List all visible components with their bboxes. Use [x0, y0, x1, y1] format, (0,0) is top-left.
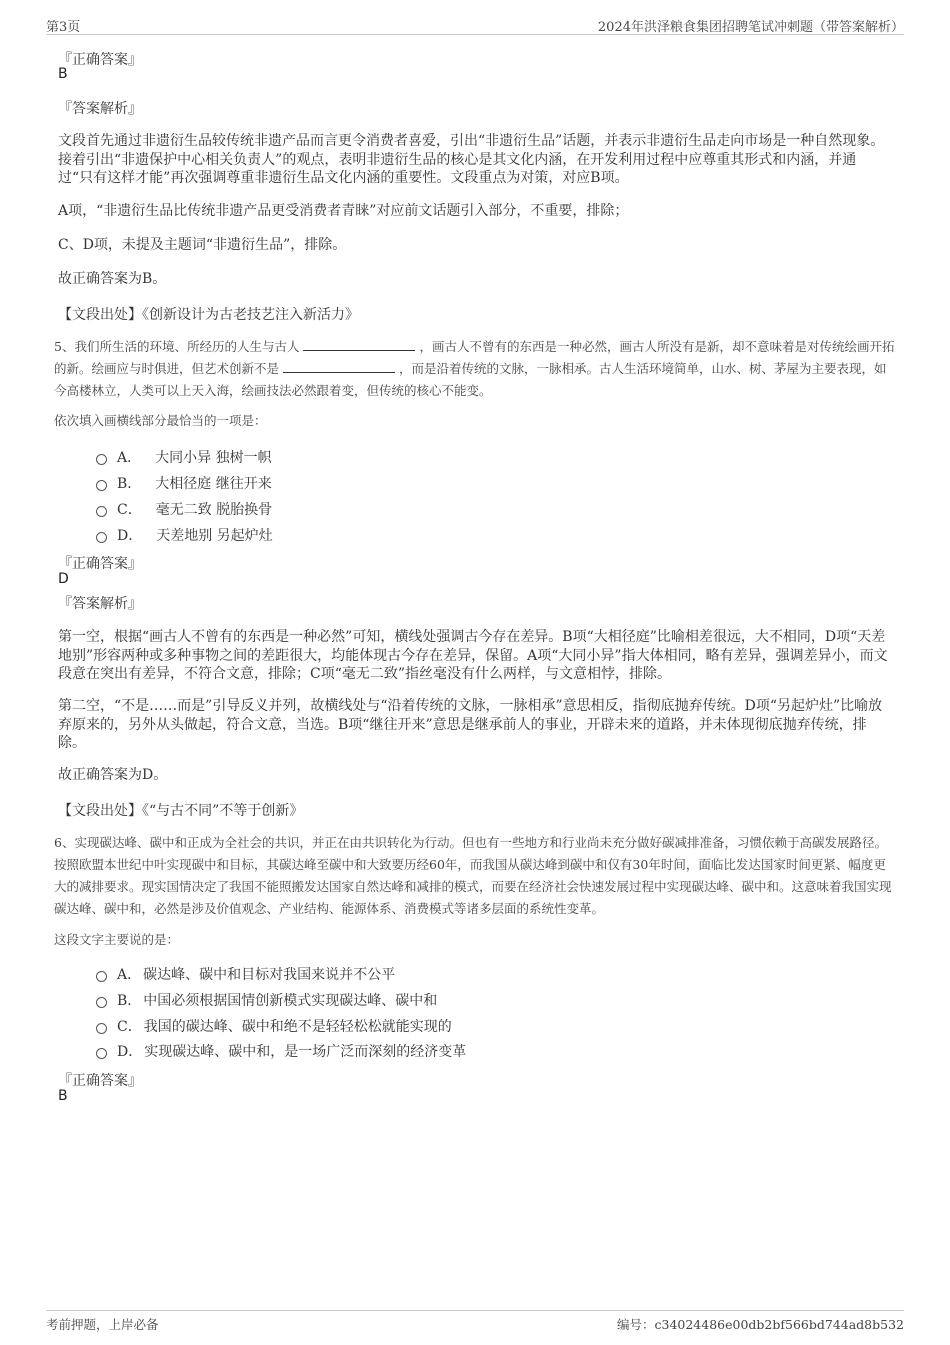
option-letter: A． [117, 967, 142, 983]
option-text: 我国的碳达峰、碳中和绝不是轻轻松松就能实现的 [143, 1019, 452, 1035]
option-letter: B． [117, 476, 142, 492]
q4-answer-label: 『正确答案』 [58, 52, 142, 68]
q6-option-d[interactable] [96, 1041, 466, 1061]
q5-analysis-paragraph: 第一空，根据“画古人不曾有的东西是一种必然”可知，横线处强调古今存在差异。B项“大相径庭”比喻相差很远，大不相同，D项“天差地别”形容两种或多种事物之间的差距很大，均能体现古今存在差异，保留。A项“大同小异”指大体相同，略有差异，强调差异小，而文段意在突出有差异，不符合文意，排除；C项“毫无二致”指丝毫没有什么两样，与文意相悖，排除。 [58, 629, 888, 682]
page-footer [46, 1310, 904, 1333]
radio-icon[interactable] [96, 1048, 107, 1059]
q5-stem-part: ，画古人不曾有的东西是一种必然，画古人所没有是新，却不意味着是对传统绘画开拓的新。绘画应与时俱进，但艺术创新不是 [54, 339, 895, 376]
q4-analysis-paragraph: 文段首先通过非遗衍生品较传统非遗产品而言更令消费者喜爱，引出“非遗衍生品”话题，并表示非遗衍生品走向市场是一种自然现象。接着引出“非遗保护中心相关负责人”的观点，表明非遗衍生品的核心是其文化内涵，在开发利用过程中应尊重其形式和内涵，并通过“只有这样才能”再次强调尊重非遗衍生品文化内涵的重要性。文段重点为对策，对应B项。 [58, 133, 885, 186]
q5-option-d[interactable] [96, 525, 273, 545]
q5-stem-part: 5、我们所生活的环境、所经历的人生与古人 [54, 339, 300, 354]
q4-answer: B [58, 66, 68, 82]
q4-analysis-label: 『答案解析』 [58, 101, 142, 117]
q4-analysis-paragraph: 故正确答案为B。 [58, 271, 167, 287]
q5-analysis-label: 『答案解析』 [58, 596, 142, 612]
q6-option-c[interactable] [96, 1016, 452, 1036]
q5-option-c[interactable] [96, 499, 272, 519]
q6-answer: B [58, 1088, 68, 1104]
option-letter: D． [117, 528, 143, 544]
option-letter: B． [117, 993, 142, 1009]
option-letter: C． [117, 1019, 142, 1035]
q5-answer: D [58, 571, 69, 587]
q4-analysis-paragraph: C、D项，未提及主题词“非遗衍生品”，排除。 [58, 237, 347, 253]
q6-stem: 6、实现碳达峰、碳中和正成为全社会的共识，并正在由共识转化为行动。但也有一些地方和行业尚未充分做好碳减排准备，习惯依赖于高碳发展路径。按照欧盟本世纪中叶实现碳中和目标，其碳达峰至碳中和大致要历经60年，而我国从碳达峰到碳中和仅有30年时间，面临比发达国家时间更紧、幅度更大的减排要求。现实国情决定了我国不能照搬发达国家自然达峰和减排的模式，而要在经济社会快速发展过程中实现碳达峰、碳中和。这意味着我国实现碳达峰、碳中和，必然是涉及价值观念、产业结构、能源体系、消费模式等诸多层面的系统性变革。 [54, 835, 892, 916]
option-letter: A． [117, 450, 142, 466]
q5-option-a[interactable] [96, 447, 272, 467]
option-text: 中国必须根据国情创新模式实现碳达峰、碳中和 [143, 993, 438, 1009]
q4-analysis-paragraph: A项，“非遗衍生品比传统非遗产品更受消费者青睐”对应前文话题引入部分，不重要，排除； [58, 203, 629, 219]
q5-source: 【文段出处】《“与古不同”不等于创新》 [58, 803, 304, 819]
q5-stem [54, 336, 896, 402]
q5-answer-label: 『正确答案』 [58, 556, 142, 572]
option-letter: D． [117, 1044, 143, 1060]
radio-icon[interactable] [96, 506, 107, 517]
fill-blank-2 [283, 358, 395, 373]
footer-slogan: 考前押题，上岸必备 [46, 1317, 159, 1332]
radio-icon[interactable] [96, 480, 107, 491]
q5-analysis-paragraph: 故正确答案为D。 [58, 767, 168, 783]
option-text: 大同小异 独树一帜 [155, 450, 272, 466]
page-header [46, 14, 904, 35]
document-title: 2024年洪泽粮食集团招聘笔试冲刺题（带答案解析） [597, 20, 904, 35]
q6-option-b[interactable] [96, 990, 437, 1010]
option-text: 大相径庭 继往开来 [155, 476, 272, 492]
q5-option-b[interactable] [96, 473, 272, 493]
option-letter: C． [117, 502, 142, 518]
page-number: 第3页 [46, 20, 81, 35]
q4-source: 【文段出处】《创新设计为古老技艺注入新活力》 [58, 307, 359, 323]
q6-option-a[interactable] [96, 964, 395, 984]
option-text: 毫无二致 脱胎换骨 [155, 502, 273, 518]
radio-icon[interactable] [96, 997, 107, 1008]
radio-icon[interactable] [96, 971, 107, 982]
document-code: 编号：c34024486e00db2bf566bd744ad8b532 [617, 1317, 904, 1332]
option-text: 天差地别 另起炉灶 [156, 528, 273, 544]
fill-blank-1 [303, 336, 415, 351]
option-text: 碳达峰、碳中和目标对我国来说并不公平 [143, 967, 396, 983]
radio-icon[interactable] [96, 532, 107, 543]
q6-answer-label: 『正确答案』 [58, 1073, 142, 1089]
q5-stem-part: ，而是沿着传统的文脉，一脉相承。古人生活环境简单，山水、树、茅屋为主要表现，如今高楼林立，人类可以上天入海，绘画技法必然跟着变，但传统的核心不能变。 [54, 361, 887, 398]
q5-analysis-paragraph: 第二空，“不是……而是”引导反义并列，故横线处与“沿着传统的文脉，一脉相承”意思相反，指彻底抛弃传统。D项“另起炉灶”比喻放弃原来的，另外从头做起，符合文意，当选。B项“继往开来”意思是继承前人的事业，开辟未来的道路，并未体现彻底抛弃传统，排除。 [58, 698, 883, 751]
radio-icon[interactable] [96, 1023, 107, 1034]
option-text: 实现碳达峰、碳中和，是一场广泛而深刻的经济变革 [144, 1044, 467, 1060]
q5-prompt: 依次填入画横线部分最恰当的一项是： [54, 413, 267, 428]
radio-icon[interactable] [96, 454, 107, 465]
q6-prompt: 这段文字主要说的是： [54, 932, 180, 947]
